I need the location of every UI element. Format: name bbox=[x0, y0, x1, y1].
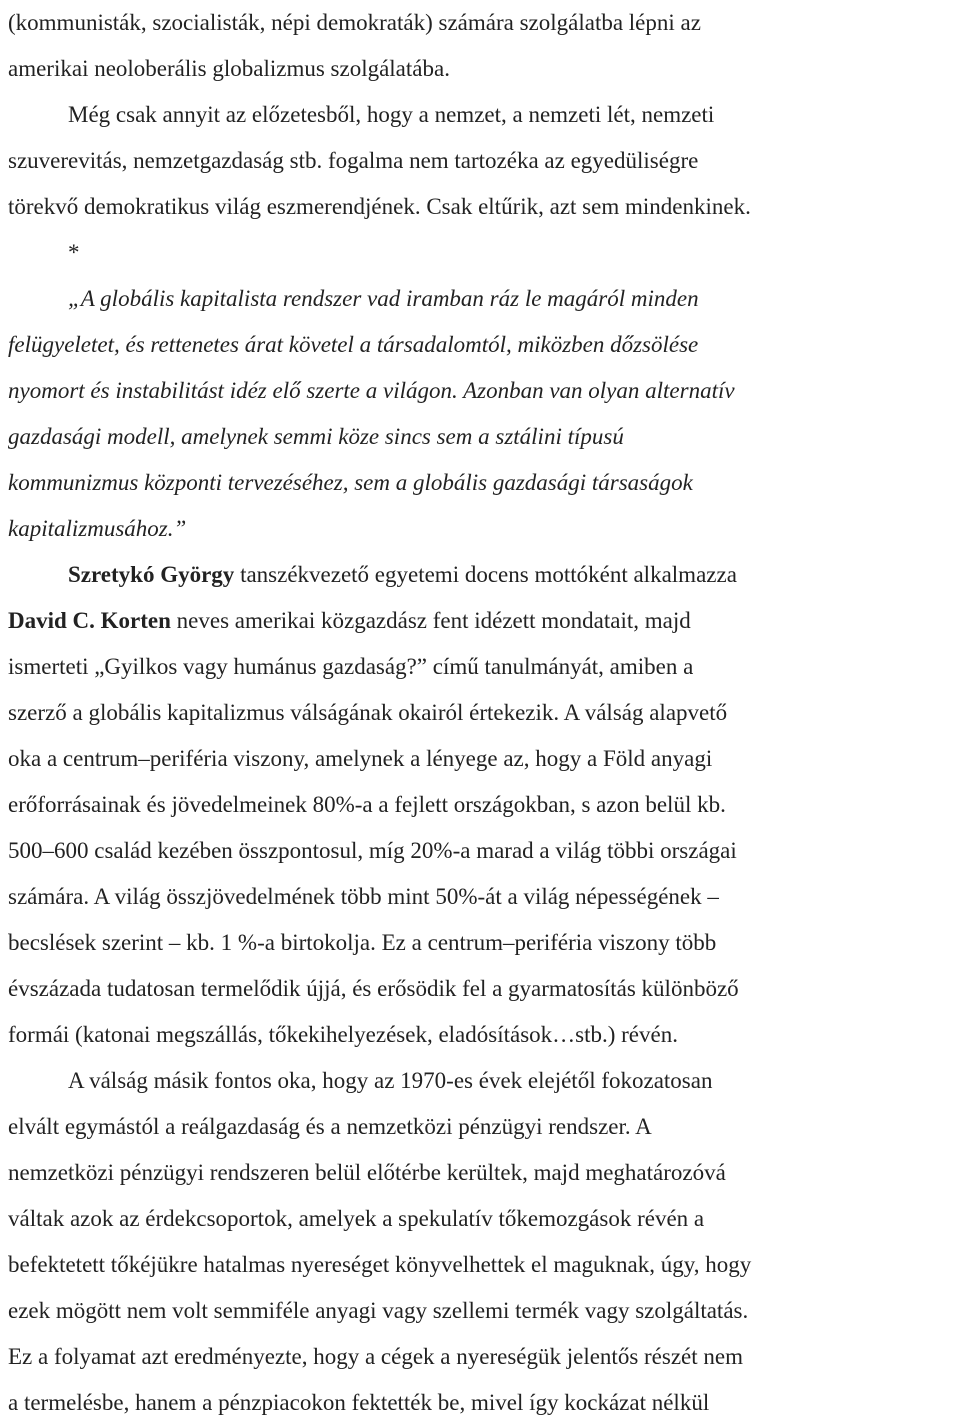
text-line bbox=[8, 414, 960, 460]
text-segment: formái (katonai megszállás, tőkekihelyezések, eladósítások…stb.) révén. bbox=[8, 1022, 678, 1047]
text-segment: A válság másik fontos oka, hogy az 1970-es évek elejétől fokozatosan bbox=[68, 1068, 713, 1093]
text-line bbox=[8, 322, 960, 368]
text-segment: befektetett tőkéjükre hatalmas nyereséget könyvelhettek el maguknak, úgy, hogy bbox=[8, 1252, 752, 1277]
text-line bbox=[8, 690, 960, 736]
text-line bbox=[8, 506, 960, 552]
text-line bbox=[8, 230, 960, 276]
text-line bbox=[8, 1334, 960, 1380]
text-line bbox=[8, 1242, 960, 1288]
text-segment: évszázada tudatosan termelődik újjá, és erősödik fel a gyarmatosítás különböző bbox=[8, 976, 739, 1001]
text-segment: Ez a folyamat azt eredményezte, hogy a cégek a nyereségük jelentős részét nem bbox=[8, 1344, 744, 1369]
text-line bbox=[8, 1380, 960, 1426]
document-page bbox=[8, 0, 960, 1426]
text-segment: váltak azok az érdekcsoportok, amelyek a spekulatív tőkemozgások révén a bbox=[8, 1206, 705, 1231]
text-line bbox=[8, 0, 960, 46]
text-segment: elvált egymástól a reálgazdaság és a nemzetközi pénzügyi rendszer. A bbox=[8, 1114, 652, 1139]
author-name: Szretykó György bbox=[68, 562, 235, 587]
text-line bbox=[8, 1104, 960, 1150]
text-segment: felügyeletet, és rettenetes árat követel a társadalomtól, miközben dőzsölése bbox=[8, 332, 699, 357]
text-segment: Még csak annyit az előzetesből, hogy a nemzet, a nemzeti lét, nemzeti bbox=[68, 102, 715, 127]
text-segment: becslések szerint – kb. 1 %-a birtokolja. Ez a centrum–periféria viszony több bbox=[8, 930, 717, 955]
text-line bbox=[8, 644, 960, 690]
text-segment: kapitalizmusához.” bbox=[8, 516, 187, 541]
text-line bbox=[8, 552, 960, 598]
text-segment: „A globális kapitalista rendszer vad iramban ráz le magáról minden bbox=[68, 286, 699, 311]
text-segment: számára. A világ összjövedelmének több mint 50%-át a világ népességének – bbox=[8, 884, 719, 909]
text-line bbox=[8, 276, 960, 322]
text-segment: ezek mögött nem volt semmiféle anyagi vagy szellemi termék vagy szolgáltatás. bbox=[8, 1298, 749, 1323]
text-line bbox=[8, 966, 960, 1012]
text-line bbox=[8, 460, 960, 506]
text-segment: (kommunisták, szocialisták, népi demokraták) számára szolgálatba lépni az bbox=[8, 10, 701, 35]
text-segment: 500–600 család kezében összpontosul, míg 20%-a marad a világ többi országai bbox=[8, 838, 737, 863]
text-segment: amerikai neoloberális globalizmus szolgálatába. bbox=[8, 56, 450, 81]
text-segment: gazdasági modell, amelynek semmi köze sincs sem a sztálini típusú bbox=[8, 424, 624, 449]
text-line bbox=[8, 1196, 960, 1242]
text-line bbox=[8, 1058, 960, 1104]
text-line bbox=[8, 1288, 960, 1334]
text-segment: neves amerikai közgazdász fent idézett mondatait, majd bbox=[170, 608, 691, 633]
text-segment: oka a centrum–periféria viszony, amelynek a lényege az, hogy a Föld anyagi bbox=[8, 746, 713, 771]
text-line bbox=[8, 920, 960, 966]
text-line bbox=[8, 46, 960, 92]
text-line bbox=[8, 828, 960, 874]
text-segment: erőforrásainak és jövedelmeinek 80%-a a fejlett országokban, s azon belül kb. bbox=[8, 792, 726, 817]
text-segment: szuverevitás, nemzetgazdaság stb. fogalma nem tartozéka az egyedüliségre bbox=[8, 148, 699, 173]
text-segment: kommunizmus központi tervezéséhez, sem a globális gazdasági társaságok bbox=[8, 470, 693, 495]
text-line bbox=[8, 874, 960, 920]
text-line bbox=[8, 92, 960, 138]
text-line bbox=[8, 1012, 960, 1058]
text-segment: szerző a globális kapitalizmus válságának okairól értekezik. A válság alapvető bbox=[8, 700, 728, 725]
text-segment: tanszékvezető egyetemi docens mottóként alkalmazza bbox=[234, 562, 737, 587]
text-line bbox=[8, 736, 960, 782]
text-line bbox=[8, 1150, 960, 1196]
text-segment: nemzetközi pénzügyi rendszeren belül előtérbe kerültek, majd meghatározóvá bbox=[8, 1160, 726, 1185]
author-name: David C. Korten bbox=[8, 608, 171, 633]
text-line bbox=[8, 138, 960, 184]
text-line bbox=[8, 782, 960, 828]
text-segment: törekvő demokratikus világ eszmerendjének. Csak eltűrik, azt sem mindenkinek. bbox=[8, 194, 751, 219]
text-segment: nyomort és instabilitást idéz elő szerte a világon. Azonban van olyan alternatív bbox=[8, 378, 735, 403]
text-segment: a termelésbe, hanem a pénzpiacokon fektették be, mivel így kockázat nélkül bbox=[8, 1390, 710, 1415]
text-segment: ismerteti „Gyilkos vagy humánus gazdaság?” című tanulmányát, amiben a bbox=[8, 654, 694, 679]
text-line bbox=[8, 184, 960, 230]
text-line bbox=[8, 598, 960, 644]
text-segment: * bbox=[68, 240, 80, 265]
text-line bbox=[8, 368, 960, 414]
